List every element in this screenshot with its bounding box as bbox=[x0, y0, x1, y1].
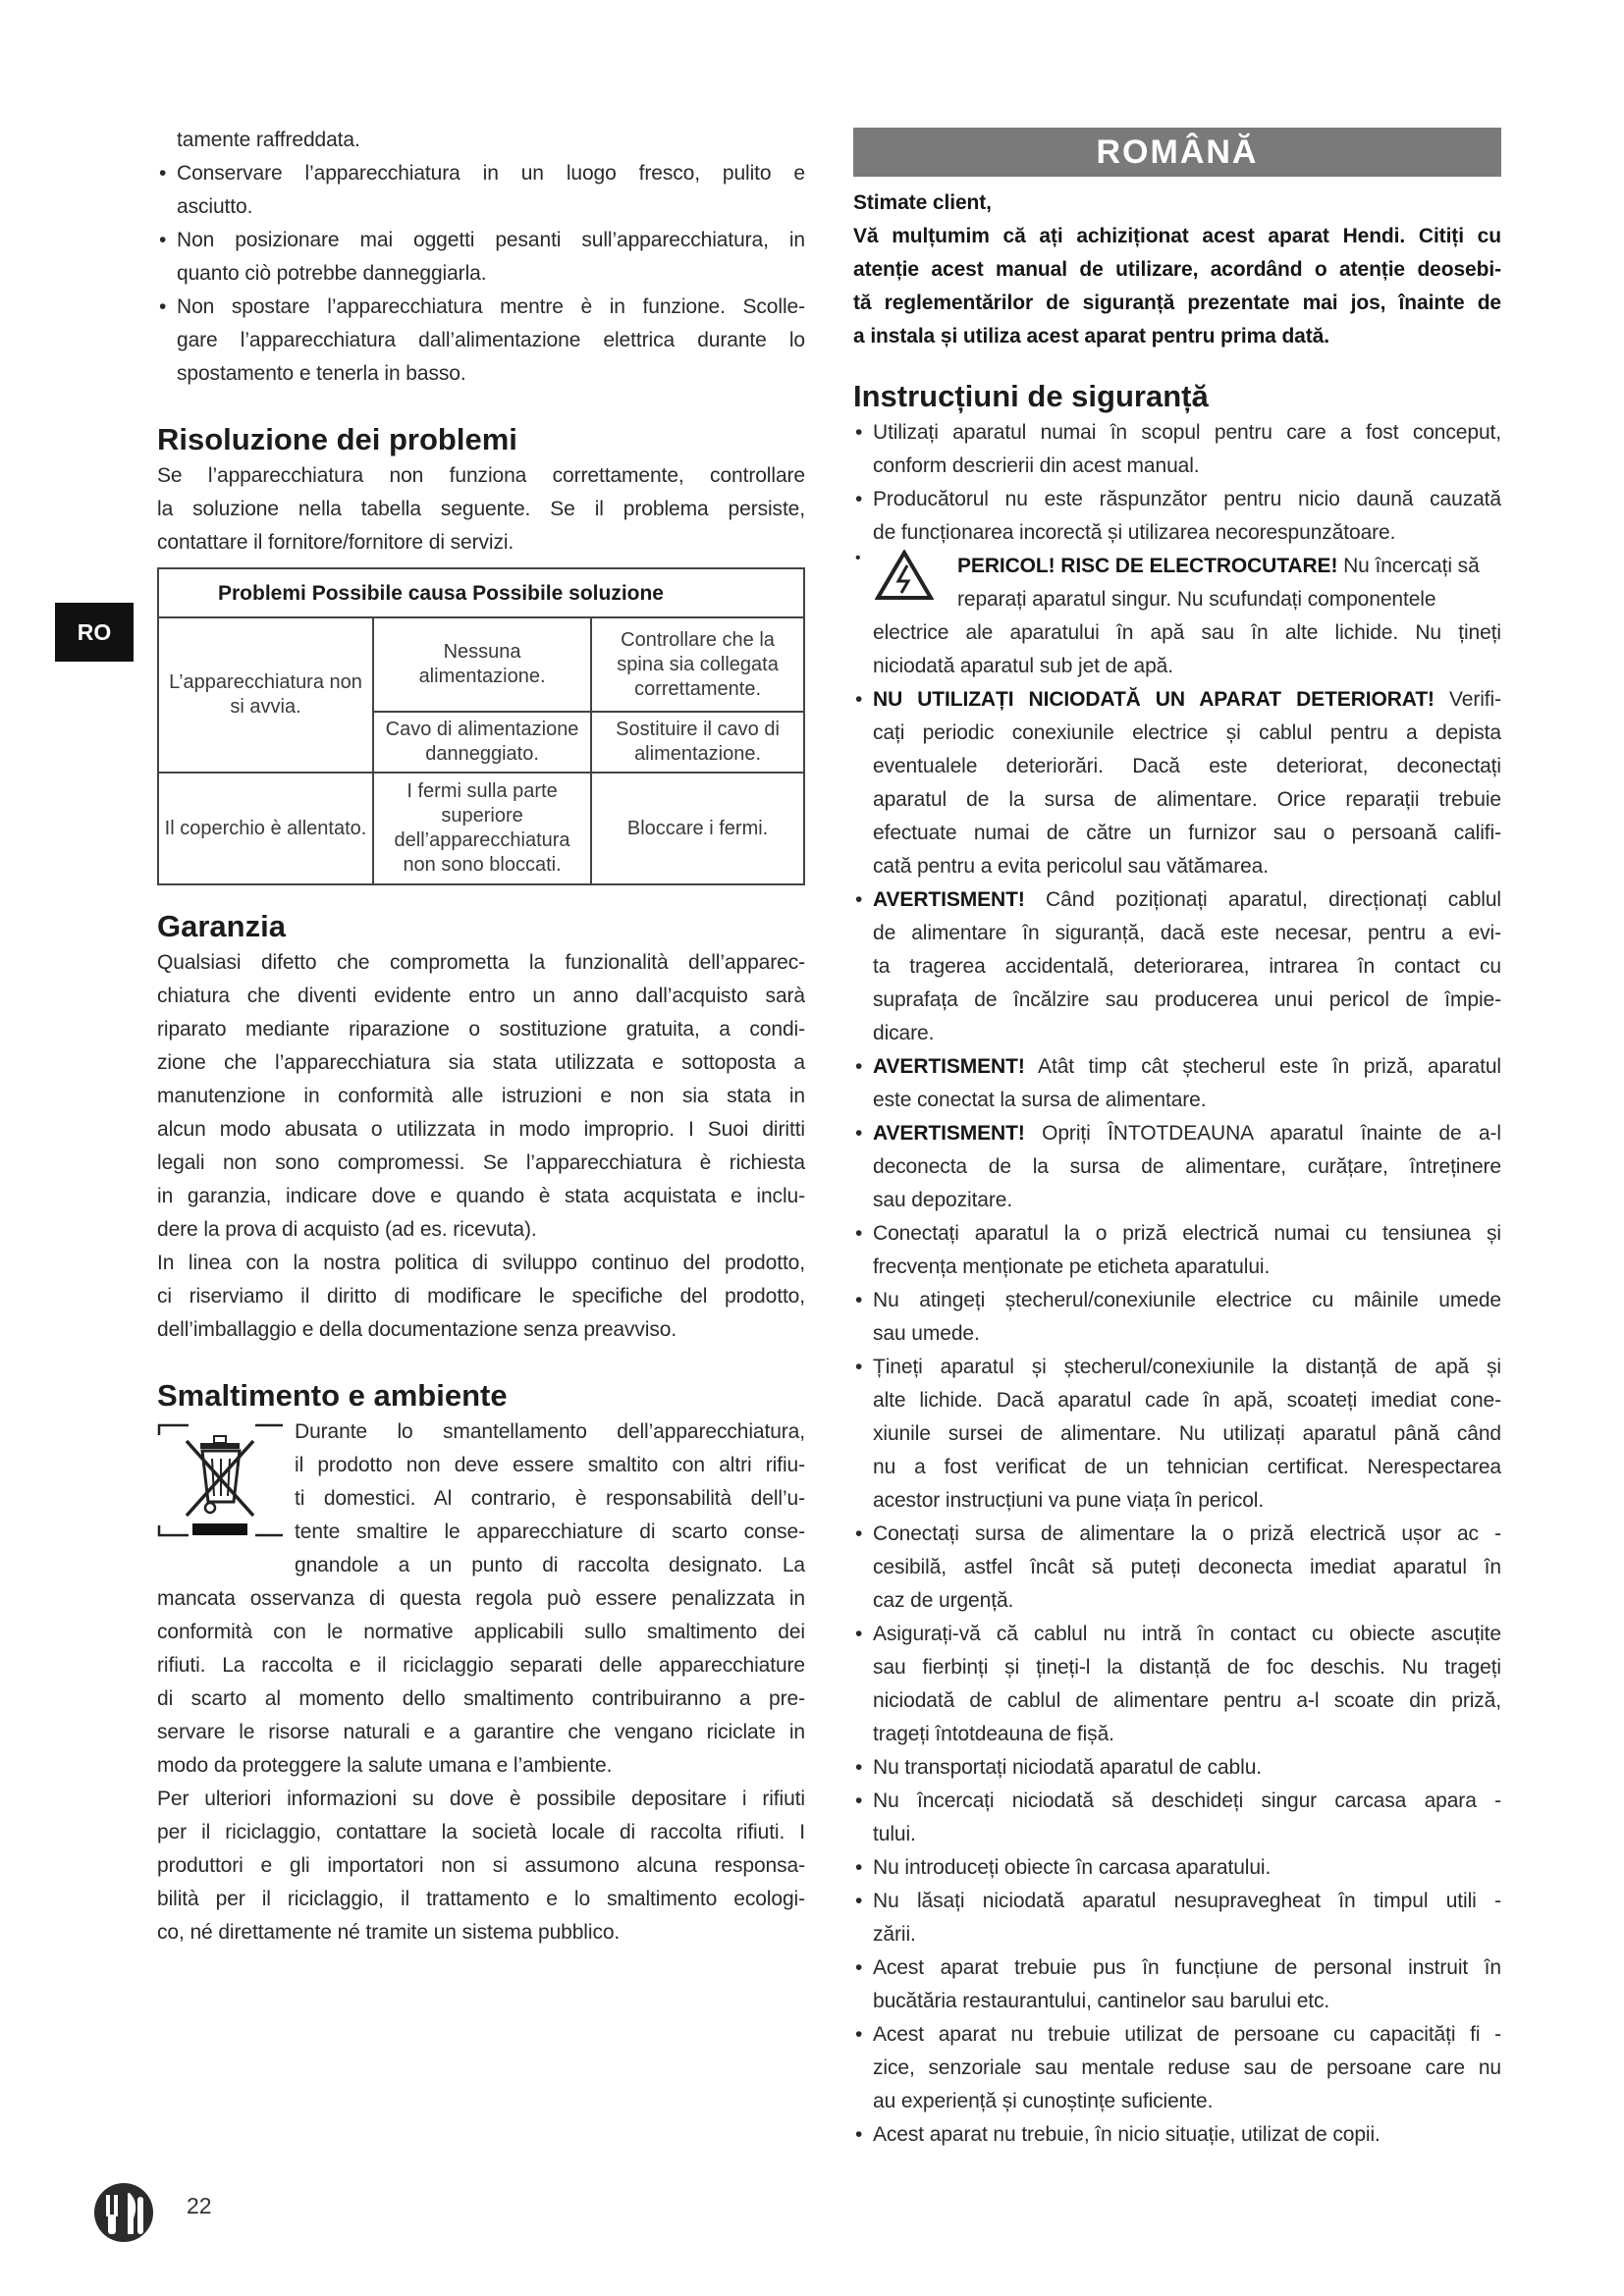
text-line: tente smaltire le apparecchiature di scarto conse- bbox=[295, 1521, 805, 1543]
list-item: cesibilă, astfel încât să puteți deconecta imediat aparatul în bbox=[873, 1556, 1501, 1578]
list-item: deconecta de la sursa de alimentare, curățare, întreținere bbox=[873, 1155, 1501, 1178]
danger-line bbox=[873, 550, 1501, 583]
table-cell-solution: Bloccare i fermi. bbox=[591, 773, 804, 884]
text-line: Per ulteriori informazioni su dove è possibile depositare i rifiuti bbox=[157, 1788, 805, 1810]
text-line: ti domestici. Al contrario, è responsabilità dell’u- bbox=[295, 1487, 805, 1510]
text-line: rifiuti. La raccolta e il riciclaggio separati delle apparecchiature bbox=[157, 1654, 805, 1677]
text-line: il prodotto non deve essere smaltito con altri rifiu- bbox=[295, 1454, 805, 1476]
text-line: servare le risorse naturali e a garantire che vengano riciclate in bbox=[157, 1721, 805, 1743]
list-item bbox=[853, 1117, 1501, 1150]
list-item: spostamento e tenerla in basso. bbox=[177, 362, 466, 385]
hendi-cutlery-logo-icon bbox=[92, 2181, 155, 2244]
warning-label: NU UTILIZAȚI NICIODATĂ UN APARAT DETERIORAT! bbox=[873, 688, 1435, 711]
troubleshooting-table bbox=[157, 567, 805, 885]
list-item: • Țineți aparatul și ștecherul/conexiunile la distanță de apă și bbox=[853, 1351, 1501, 1384]
list-item: acestor instrucțiuni va pune viața în pericol. bbox=[873, 1489, 1265, 1512]
text-line: conformità con le normative applicabili sullo smaltimento dei bbox=[157, 1621, 805, 1643]
text-line: zione che l’apparecchiatura sia stata utilizzata e sottoposta a bbox=[157, 1051, 805, 1074]
text-line: per il riciclaggio, contattare la società locale di raccolta rifiuti. I bbox=[157, 1821, 805, 1843]
text-line: dere la prova di acquisto (ad es. ricevuta). bbox=[157, 1218, 537, 1241]
list-item: • Conservare l’apparecchiatura in un luogo fresco, pulito e bbox=[157, 157, 805, 190]
text-line: atenție acest manual de utilizare, acordând o atenție deosebi- bbox=[853, 258, 1501, 281]
list-item: • Conectați aparatul la o priză electrică numai cu tensiunea și bbox=[853, 1217, 1501, 1251]
list-item: • Conectați sursa de alimentare la o priză electrică ușor ac - bbox=[853, 1518, 1501, 1551]
list-item: • Non spostare l’apparecchiatura mentre è in funzione. Scolle- bbox=[157, 291, 805, 324]
safety-heading: Instrucțiuni de siguranță bbox=[853, 379, 1209, 413]
text-line: mancata osservanza di questa regola può essere penalizzata in bbox=[157, 1587, 805, 1610]
text-line: tă reglementărilor de siguranță prezentate mai jos, înainte de bbox=[853, 292, 1501, 314]
list-item: caz de urgență. bbox=[873, 1589, 1014, 1612]
list-item: • Acest aparat trebuie pus în funcțiune de personal instruit în bbox=[853, 1951, 1501, 1985]
list-item: • Producătorul nu este răspunzător pentru nicio daună cauzată bbox=[853, 483, 1501, 516]
list-item: sau depozitare. bbox=[873, 1189, 1013, 1211]
list-item bbox=[853, 883, 1501, 917]
list-item: frecvența menționate pe eticheta aparatului. bbox=[873, 1255, 1271, 1278]
troubleshooting-intro bbox=[157, 459, 805, 560]
list-item: zării. bbox=[873, 1923, 916, 1946]
warranty-text bbox=[157, 946, 805, 1347]
text-line: a instala și utiliza acest aparat pentru prima dată. bbox=[853, 325, 1329, 347]
list-item bbox=[853, 1050, 1501, 1084]
list-item: ta tragerea accidentală, deteriorarea, intrarea în contact cu bbox=[873, 955, 1501, 978]
list-item: este conectat la sursa de alimentare. bbox=[873, 1089, 1207, 1111]
list-item: • Nu introduceți obiecte în carcasa aparatului. bbox=[853, 1851, 1501, 1885]
text-line: in garanzia, indicare dove e quando è stata acquistata e inclu- bbox=[157, 1185, 805, 1207]
electric-shock-warning-icon bbox=[875, 550, 934, 601]
text-line: bilità per il riciclaggio, il trattamento e lo smaltimento ecologi- bbox=[157, 1888, 805, 1910]
list-item: cată pentru a evita pericolul sau vătămarea. bbox=[873, 855, 1269, 878]
list-item: asciutto. bbox=[177, 195, 253, 218]
list-item: de funcționarea incorectă și utilizarea necorespunzătoare. bbox=[873, 521, 1396, 544]
list-item: tamente raffreddata. bbox=[177, 129, 360, 151]
list-item: niciodată aparatul sub jet de apă. bbox=[873, 655, 1173, 677]
text-line: Qualsiasi difetto che comprometta la funzionalità dell’apparec- bbox=[157, 951, 805, 974]
page-number: 22 bbox=[187, 2193, 212, 2218]
list-item: • Non posizionare mai oggetti pesanti sull’apparecchiatura, in bbox=[157, 224, 805, 257]
list-item: alte lichide. Dacă aparatul cade în apă, scoateți imediat cone- bbox=[873, 1389, 1501, 1412]
list-item: aparatul de la sursa de alimentare. Orice reparații trebuie bbox=[873, 788, 1501, 811]
text-line: In linea con la nostra politica di sviluppo continuo del prodotto, bbox=[157, 1252, 805, 1274]
list-item: suprafața de încălzire sau producerea unui pericol de împie- bbox=[873, 988, 1501, 1011]
table-header-row bbox=[158, 568, 804, 617]
item-text: Verifi- bbox=[1434, 688, 1501, 711]
warning-label: AVERTISMENT! bbox=[873, 1122, 1025, 1145]
intro-list bbox=[157, 124, 805, 391]
language-tab-ro[interactable]: RO bbox=[55, 603, 134, 662]
danger-bold: PERICOL! RISC DE ELECTROCUTARE! bbox=[957, 555, 1338, 577]
item-text: Opriți ÎNTOTDEAUNA aparatul înainte de a-l bbox=[1024, 1122, 1501, 1145]
danger-rest: Nu încercați să bbox=[1337, 555, 1480, 577]
list-item: trageți întotdeauna de fișă. bbox=[873, 1723, 1114, 1745]
warranty-heading: Garanzia bbox=[157, 909, 286, 943]
danger-line: reparați aparatul singur. Nu scufundați componentele bbox=[957, 588, 1436, 611]
list-item: bucătăria restaurantului, cantinelor sau barului etc. bbox=[873, 1990, 1330, 2012]
troubleshooting-heading: Risoluzione dei problemi bbox=[157, 422, 517, 456]
list-item: • Utilizați aparatul numai în scopul pentru care a fost conceput, bbox=[853, 416, 1501, 450]
list-item bbox=[853, 683, 1501, 717]
list-item: conform descrierii din acest manual. bbox=[873, 454, 1200, 477]
text-line: modo da proteggere la salute umana e l’ambiente. bbox=[157, 1754, 613, 1777]
text-line: dell’imballaggio e della documentazione senza preavviso. bbox=[157, 1318, 677, 1341]
list-item: quanto ciò potrebbe danneggiarla. bbox=[177, 262, 487, 285]
text-line: Durante lo smantellamento dell’apparecchiatura, bbox=[295, 1420, 805, 1443]
list-item: de alimentare în siguranță, dacă este necesar, pentru a evi- bbox=[873, 922, 1501, 944]
list-item: au experiență și cunoștințe suficiente. bbox=[873, 2090, 1214, 2112]
table-cell-cause: Cavo di alimentazione danneggiato. bbox=[373, 712, 591, 773]
table-cell-problem: L’apparecchiatura non si avvia. bbox=[158, 617, 373, 773]
text-line: co, né direttamente né tramite un sistema pubblico. bbox=[157, 1921, 621, 1944]
disposal-section bbox=[157, 1415, 805, 1949]
table-cell-solution: Sostituire il cavo di alimentazione. bbox=[591, 712, 804, 773]
greeting: Stimate client, bbox=[853, 191, 992, 214]
list-item: • Nu încercați niciodată să deschideți singur carcasa apara - bbox=[853, 1785, 1501, 1818]
text-line: di scarto al momento dello smaltimento contribuiranno a pre- bbox=[157, 1687, 805, 1710]
list-item: xiunile sursei de alimentare. Nu utilizați aparatul până când bbox=[873, 1422, 1501, 1445]
text-line: Se l’apparecchiatura non funziona correttamente, controllare bbox=[157, 464, 805, 487]
crossed-out-wheelie-bin-icon bbox=[157, 1421, 283, 1559]
table-cell-solution: Controllare che la spina sia collegata correttamente. bbox=[591, 617, 804, 712]
text-line: legali non sono compromessi. Se l’apparecchiatura è richiesta bbox=[157, 1151, 805, 1174]
text-line: Vă mulțumim că ați achiziționat acest aparat Hendi. Citiți cu bbox=[853, 225, 1501, 247]
table-row bbox=[158, 773, 804, 884]
danger-item bbox=[853, 550, 1501, 616]
list-item: sau umede. bbox=[873, 1322, 980, 1345]
warning-label: AVERTISMENT! bbox=[873, 1055, 1025, 1078]
left-column bbox=[157, 124, 805, 1949]
list-item: eventualele deteriorări. Dacă este deteriorat, deconectați bbox=[873, 755, 1501, 777]
safety-list bbox=[853, 416, 1501, 2152]
list-item: gare l’apparecchiatura dall’alimentazione elettrica durante lo bbox=[177, 329, 805, 351]
list-item: cați periodic conexiunile electrice și cablul pentru a depista bbox=[873, 721, 1501, 744]
disposal-heading: Smaltimento e ambiente bbox=[157, 1378, 508, 1413]
intro-block bbox=[853, 187, 1501, 353]
table-cell-cause: Nessuna alimentazione. bbox=[373, 617, 591, 712]
text-line: manutenzione in conformità alle istruzioni e non sia stata in bbox=[157, 1085, 805, 1107]
item-text: Când poziționați aparatul, direcționați cablul bbox=[1024, 888, 1501, 911]
table-cell-cause: I fermi sulla parte superiore dell’apparecchiatura non sono bloccati. bbox=[373, 773, 591, 884]
list-item: • Nu transportați niciodată aparatul de cablu. bbox=[853, 1751, 1501, 1785]
warning-label: AVERTISMENT! bbox=[873, 888, 1025, 911]
list-item: • Acest aparat nu trebuie utilizat de persoane cu capacități fi - bbox=[853, 2018, 1501, 2052]
text-line: ci riserviamo il diritto di modificare le specifiche del prodotto, bbox=[157, 1285, 805, 1308]
list-item: nu a fost verificat de un tehnician certificat. Nerespectarea bbox=[873, 1456, 1501, 1478]
list-item: zice, senzoriale sau mentale reduse sau de persoane care nu bbox=[873, 2056, 1501, 2079]
more-safety-list bbox=[853, 683, 1501, 2152]
table-row bbox=[158, 617, 804, 712]
table-header: Problemi Possibile causa Possibile soluzione bbox=[158, 568, 804, 617]
table-cell-problem: Il coperchio è allentato. bbox=[158, 773, 373, 884]
list-item: • Asigurați-vă că cablul nu intră în contact cu obiecte ascuțite bbox=[853, 1618, 1501, 1651]
text-line: gnandole a un punto di raccolta designato. La bbox=[295, 1554, 805, 1576]
disposal-text bbox=[157, 1582, 805, 1949]
right-column bbox=[853, 128, 1501, 2152]
text-line: riparato mediante riparazione o sostituzione gratuita, a condi- bbox=[157, 1018, 805, 1041]
text-line: produttori e gli importatori non si assumono alcuna responsa- bbox=[157, 1854, 805, 1877]
list-item: • Acest aparat nu trebuie, în nicio situație, utilizat de copii. bbox=[853, 2118, 1501, 2152]
item-text: Atât timp cât ștecherul este în priză, aparatul bbox=[1024, 1055, 1501, 1078]
list-item: niciodată de cablul de alimentare pentru a-l scoate din priză, bbox=[873, 1689, 1501, 1712]
list-item: efectuate numai de către un furnizor sau o persoană califi- bbox=[873, 822, 1501, 844]
list-item: • Nu lăsați niciodată aparatul nesupravegheat în timpul utili - bbox=[853, 1885, 1501, 1918]
list-item: dicare. bbox=[873, 1022, 935, 1044]
text-line: contattare il fornitore/fornitore di servizi. bbox=[157, 531, 514, 554]
text-line: chiatura che diventi evidente entro un anno dall’acquisto sarà bbox=[157, 985, 805, 1007]
list-item: sau fierbinți și țineți-l la distanță de foc deschis. Nu trageți bbox=[873, 1656, 1501, 1679]
list-item: • Nu atingeți ștecherul/conexiunile electrice cu mâinile umede bbox=[853, 1284, 1501, 1317]
text-line: la soluzione nella tabella seguente. Se il problema persiste, bbox=[157, 498, 805, 520]
text-line: alcun modo abusata o utilizzata in modo improprio. I Suoi diritti bbox=[157, 1118, 805, 1141]
language-banner: ROMÂNĂ bbox=[853, 128, 1501, 177]
list-item: electrice ale aparatului în apă sau în alte lichide. Nu țineți bbox=[873, 621, 1501, 644]
list-item: tului. bbox=[873, 1823, 916, 1845]
